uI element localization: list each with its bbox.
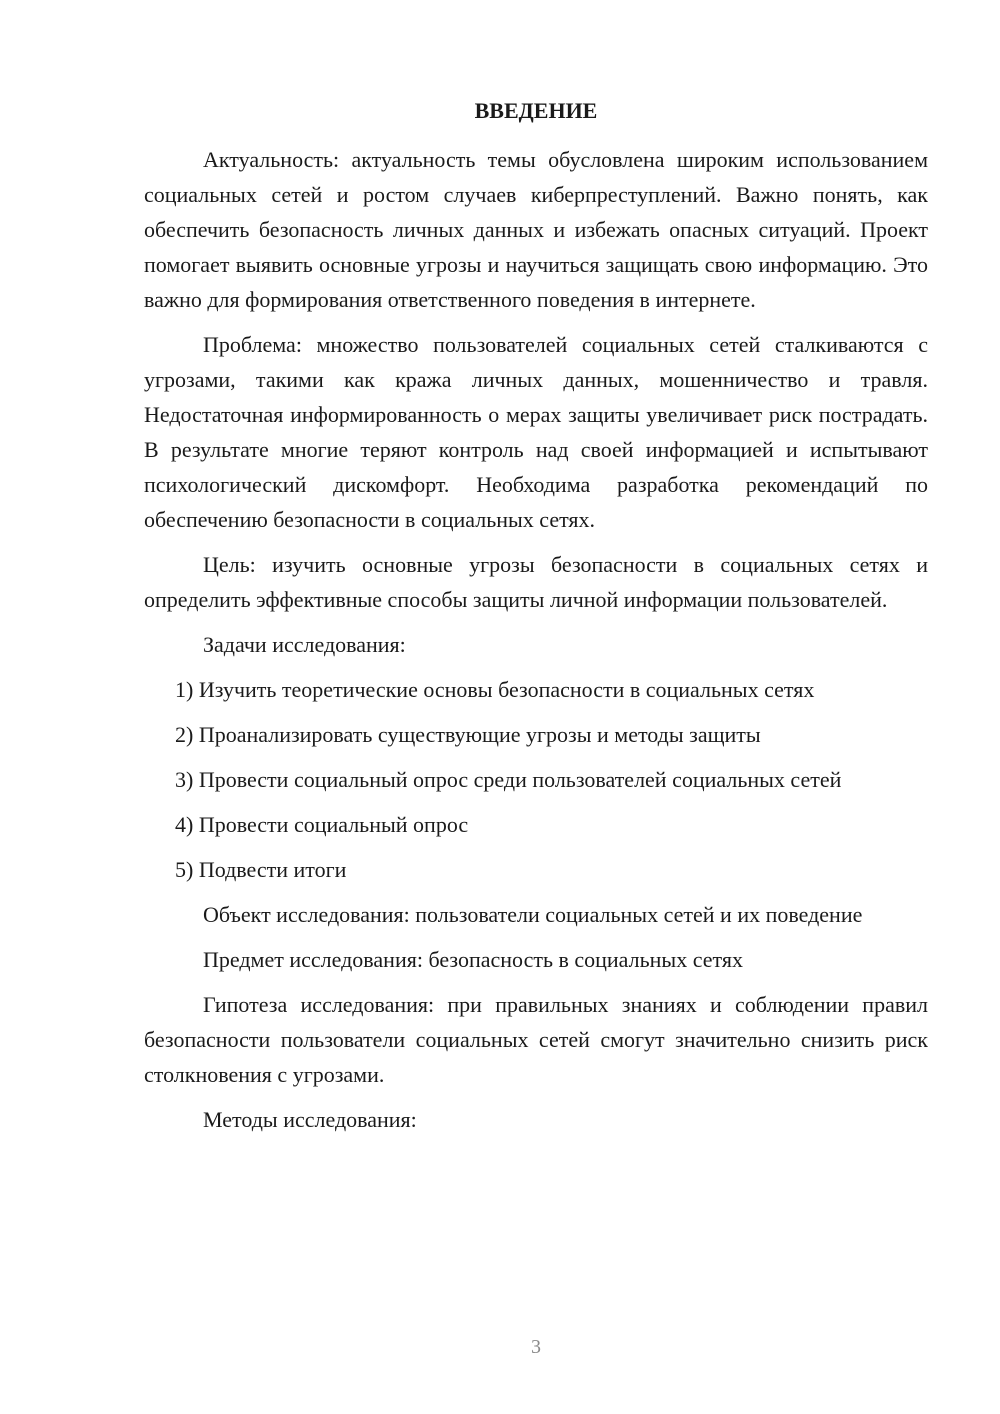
task-item: 5) Подвести итоги: [175, 857, 347, 882]
task-list: [144, 672, 928, 887]
task-item: 3) Провести социальный опрос среди пользователей социальных сетей: [175, 767, 842, 792]
paragraph-goal: Цель: изучить основные угрозы безопасности в социальных сетях и определить эффективные способы защиты личной информации пользователей.: [144, 552, 928, 612]
paragraph-subject: Предмет исследования: безопасность в социальных сетях: [203, 947, 743, 972]
page-number: 3: [531, 1336, 541, 1358]
paragraph-object: Объект исследования: пользователи социальных сетей и их поведение: [203, 902, 863, 927]
document-body: [144, 142, 928, 1147]
paragraph-relevance: Актуальность: актуальность темы обусловлена широким использованием социальных сетей и ростом случаев киберпреступлений. Важно понять, как обеспечить безопасность личных данных и избежать опасных ситуаций. Проект помогает выявить основные угрозы и научиться защищать свою информацию. Это важно для формирования ответственного поведения в интернете.: [144, 147, 928, 312]
document-title: ВВЕДЕНИЕ: [474, 98, 598, 123]
task-item: 4) Провести социальный опрос: [175, 812, 469, 837]
paragraph-problem: Проблема: множество пользователей социальных сетей сталкиваются с угрозами, такими как кража личных данных, мошенничество и травля. Недостаточная информированность о мерах защиты увеличивает риск пострадать. В результате многие теряют контроль над своей информацией и испытывают психологический дискомфорт. Необходима разработка рекомендаций по обеспечению безопасности в социальных сетях.: [144, 332, 928, 532]
methods-heading: Методы исследования:: [203, 1107, 417, 1132]
task-item: 1) Изучить теоретические основы безопасности в социальных сетях: [175, 677, 815, 702]
tasks-heading: Задачи исследования:: [203, 632, 406, 657]
task-item: 2) Проанализировать существующие угрозы и методы защиты: [175, 722, 761, 747]
paragraph-hypothesis: Гипотеза исследования: при правильных знаниях и соблюдении правил безопасности пользователи социальных сетей смогут значительно снизить риск столкновения с угрозами.: [144, 992, 928, 1087]
